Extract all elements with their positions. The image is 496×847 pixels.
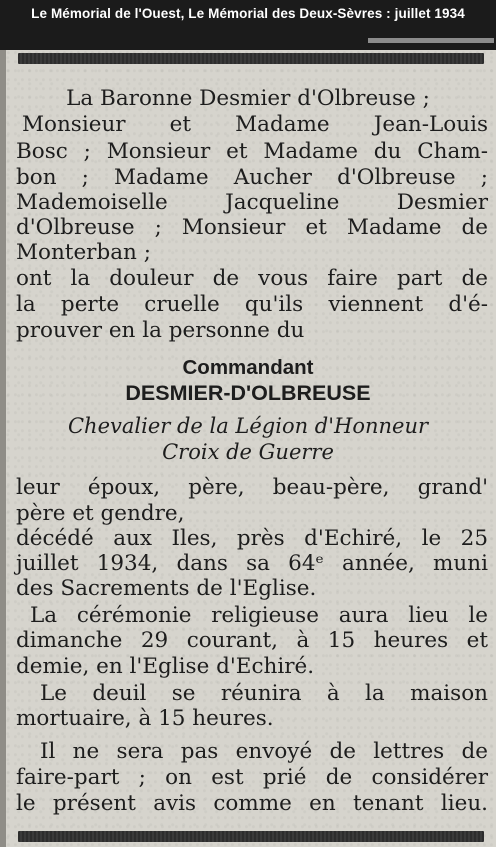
family-line: bon ; Madame Aucher d'Olbreuse ; (16, 165, 488, 190)
family-line: La Baronne Desmier d'Olbreuse ; (66, 86, 430, 111)
body-line: faire-part ; on est prié de considérer (16, 765, 488, 790)
page-title: Le Mémorial de l'Ouest, Le Mémorial des Deux-Sèvres : juillet 1934 (31, 6, 465, 21)
body-line: Le deuil se réunira à la maison (40, 681, 488, 706)
body-line: Il ne sera pas envoyé de lettres de (40, 739, 488, 764)
family-line: Mademoiselle Jacqueline Desmier (16, 190, 488, 215)
family-line: Bosc ; Monsieur et Madame du Cham- (16, 139, 488, 164)
header-rule (368, 38, 494, 43)
family-line: d'Olbreuse ; Monsieur et Madame de (16, 215, 488, 240)
bottom-rule (18, 831, 484, 842)
family-line: la perte cruelle qu'ils viennent d'é- (16, 292, 488, 317)
family-line: ont la douleur de vous faire part de (16, 266, 488, 291)
deceased-name: DESMIER-D'OLBREUSE (125, 381, 371, 405)
body-line: juillet 1934, dans sa 64ᵉ année, muni (16, 551, 488, 576)
body-line: leur époux, père, beau-père, grand' (16, 475, 488, 500)
page-header (0, 0, 496, 50)
body-line: mortuaire, à 15 heures. (16, 706, 274, 731)
body-line: demie, en l'Eglise d'Echiré. (16, 654, 315, 679)
honor-croix: Croix de Guerre (162, 440, 334, 464)
rank-heading: Commandant (182, 356, 314, 379)
family-line: Monterban ; (16, 240, 151, 265)
honor-legion: Chevalier de la Légion d'Honneur (67, 414, 429, 438)
family-line: Monsieur et Madame Jean-Louis (22, 112, 488, 137)
body-line: dimanche 29 courant, à 15 heures et (16, 628, 488, 653)
newspaper-clipping (0, 50, 496, 847)
body-line: père et gendre, (16, 501, 185, 526)
top-rule (18, 53, 484, 64)
body-line: La cérémonie religieuse aura lieu le (30, 603, 488, 628)
family-line: prouver en la personne du (16, 318, 305, 343)
body-line: le présent avis comme en tenant lieu. (16, 791, 488, 816)
body-line: décédé aux Iles, près d'Echiré, le 25 (16, 526, 488, 551)
body-line: des Sacrements de l'Eglise. (16, 576, 317, 601)
